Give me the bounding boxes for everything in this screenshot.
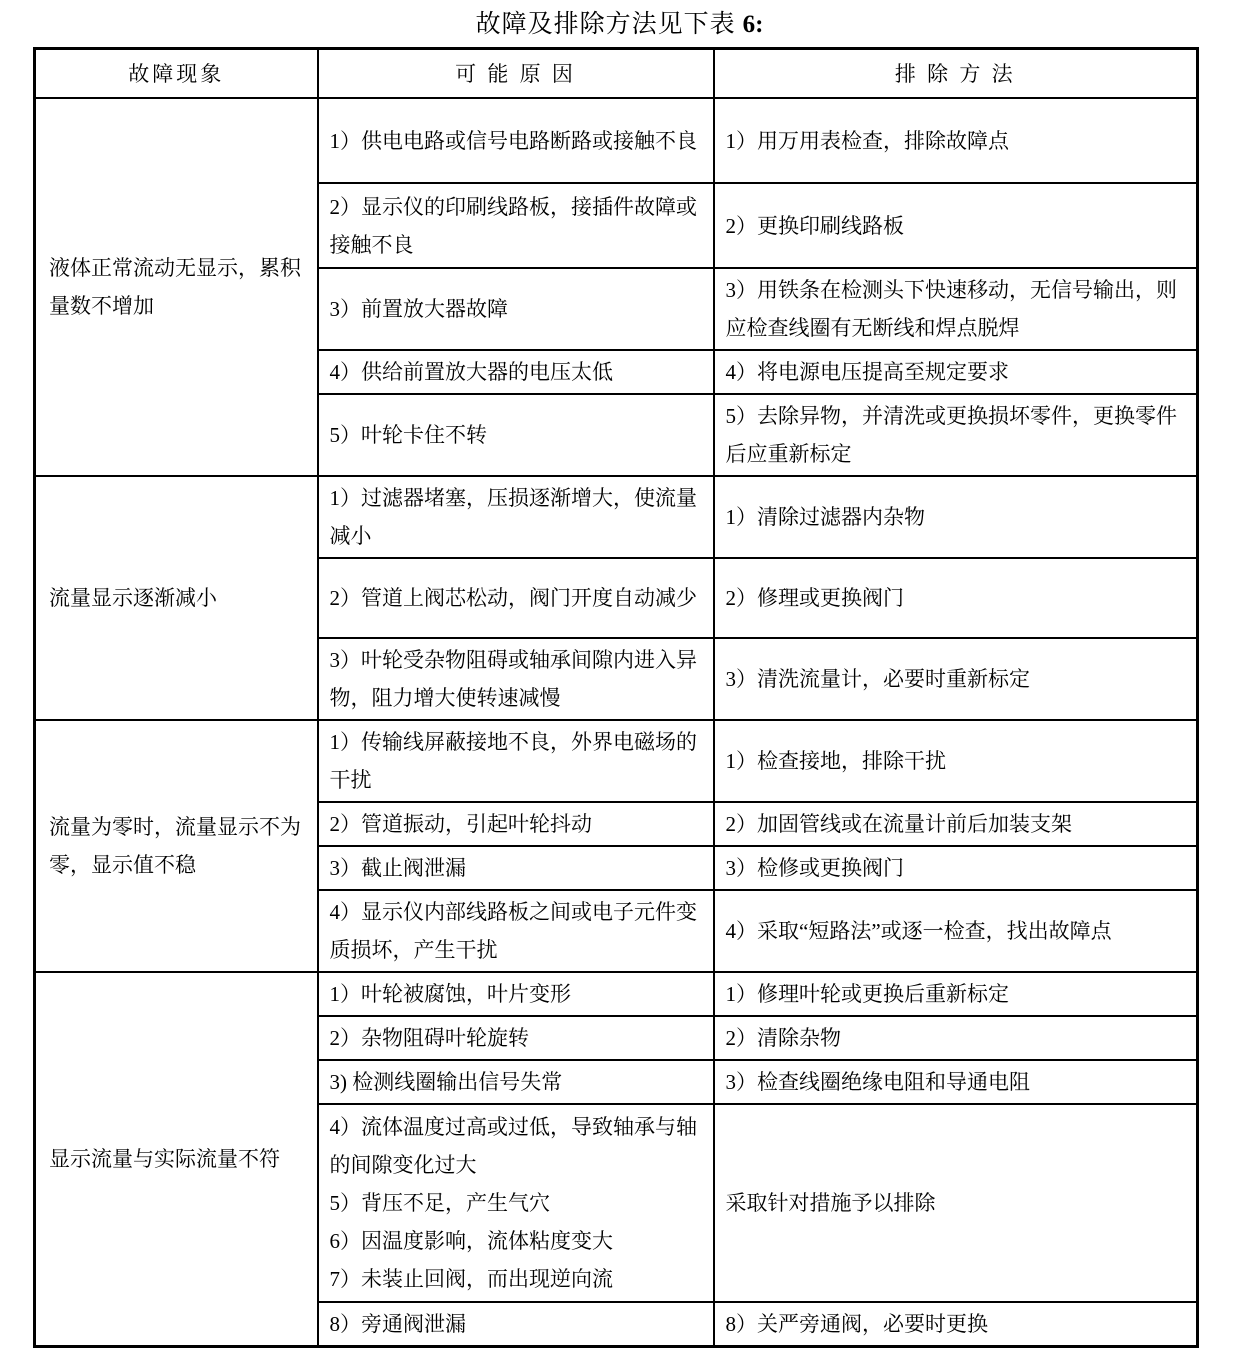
phenomenon-cell: 液体正常流动无显示，累积量数不增加 bbox=[35, 98, 318, 476]
title-text: 故障及排除方法见下表 bbox=[475, 11, 736, 38]
remedy-cell: 2）更换印刷线路板 bbox=[714, 183, 1198, 268]
remedy-cell: 2）加固管线或在流量计前后加装支架 bbox=[714, 802, 1198, 846]
cause-line: 7）未装止回阀，而出现逆向流 bbox=[329, 1267, 613, 1291]
remedy-cell: 4）采取“短路法”或逐一检查，找出故障点 bbox=[714, 890, 1198, 972]
table-row bbox=[35, 720, 1198, 802]
remedy-cell: 2）清除杂物 bbox=[714, 1016, 1198, 1060]
remedy-cell: 5）去除异物，并清洗或更换损坏零件，更换零件后应重新标定 bbox=[714, 394, 1198, 476]
cause-cell: 1）过滤器堵塞，压损逐渐增大，使流量减小 bbox=[318, 476, 714, 558]
header-row bbox=[35, 49, 1198, 99]
remedy-cell: 4）将电源电压提高至规定要求 bbox=[714, 350, 1198, 394]
remedy-cell: 1）用万用表检查，排除故障点 bbox=[714, 98, 1198, 183]
table-row bbox=[35, 476, 1198, 558]
phenomenon-cell: 流量显示逐渐减小 bbox=[35, 476, 318, 720]
remedy-cell: 1）检查接地，排除干扰 bbox=[714, 720, 1198, 802]
cause-cell: 1）传输线屏蔽接地不良，外界电磁场的干扰 bbox=[318, 720, 714, 802]
cause-cell: 4）显示仪内部线路板之间或电子元件变质损坏，产生干扰 bbox=[318, 890, 714, 972]
cause-cell: 2）管道振动，引起叶轮抖动 bbox=[318, 802, 714, 846]
remedy-cell-merged: 采取针对措施予以排除 bbox=[714, 1104, 1198, 1302]
cause-cell: 2）杂物阻碍叶轮旋转 bbox=[318, 1016, 714, 1060]
title-number: 6: bbox=[742, 11, 764, 38]
remedy-cell: 3）检查线圈绝缘电阻和导通电阻 bbox=[714, 1060, 1198, 1104]
cause-cell-merged bbox=[318, 1104, 714, 1302]
cause-cell: 8）旁通阀泄漏 bbox=[318, 1302, 714, 1347]
cause-cell: 1）供电电路或信号电路断路或接触不良 bbox=[318, 98, 714, 183]
cause-cell: 2）管道上阀芯松动，阀门开度自动减少 bbox=[318, 558, 714, 638]
cause-cell: 3) 检测线圈输出信号失常 bbox=[318, 1060, 714, 1104]
header-phenomenon: 故障现象 bbox=[35, 49, 318, 99]
header-remedy: 排 除 方 法 bbox=[714, 49, 1198, 99]
fault-table bbox=[33, 47, 1199, 1348]
cause-line: 4）流体温度过高或过低，导致轴承与轴的间隙变化过大 bbox=[329, 1115, 697, 1177]
remedy-cell: 1）修理叶轮或更换后重新标定 bbox=[714, 972, 1198, 1016]
table-row bbox=[35, 972, 1198, 1016]
cause-cell: 3）前置放大器故障 bbox=[318, 268, 714, 350]
cause-line: 5）背压不足，产生气穴 bbox=[329, 1191, 550, 1215]
cause-cell: 3）截止阀泄漏 bbox=[318, 846, 714, 890]
phenomenon-cell: 显示流量与实际流量不符 bbox=[35, 972, 318, 1347]
cause-cell: 1）叶轮被腐蚀，叶片变形 bbox=[318, 972, 714, 1016]
remedy-cell: 3）清洗流量计，必要时重新标定 bbox=[714, 638, 1198, 720]
header-cause: 可 能 原 因 bbox=[318, 49, 714, 99]
remedy-cell: 8）关严旁通阀，必要时更换 bbox=[714, 1302, 1198, 1347]
cause-cell: 3）叶轮受杂物阻碍或轴承间隙内进入异物，阻力增大使转速减慢 bbox=[318, 638, 714, 720]
remedy-cell: 2）修理或更换阀门 bbox=[714, 558, 1198, 638]
cause-cell: 5）叶轮卡住不转 bbox=[318, 394, 714, 476]
phenomenon-cell: 流量为零时，流量显示不为零，显示值不稳 bbox=[35, 720, 318, 972]
cause-cell: 2）显示仪的印刷线路板，接插件故障或接触不良 bbox=[318, 183, 714, 268]
cause-cell: 4）供给前置放大器的电压太低 bbox=[318, 350, 714, 394]
remedy-cell: 3）用铁条在检测头下快速移动，无信号输出，则应检查线圈有无断线和焊点脱焊 bbox=[714, 268, 1198, 350]
cause-line: 6）因温度影响，流体粘度变大 bbox=[329, 1229, 613, 1253]
remedy-cell: 1）清除过滤器内杂物 bbox=[714, 476, 1198, 558]
remedy-cell: 3）检修或更换阀门 bbox=[714, 846, 1198, 890]
page-title bbox=[0, 10, 1239, 40]
table-row bbox=[35, 98, 1198, 183]
